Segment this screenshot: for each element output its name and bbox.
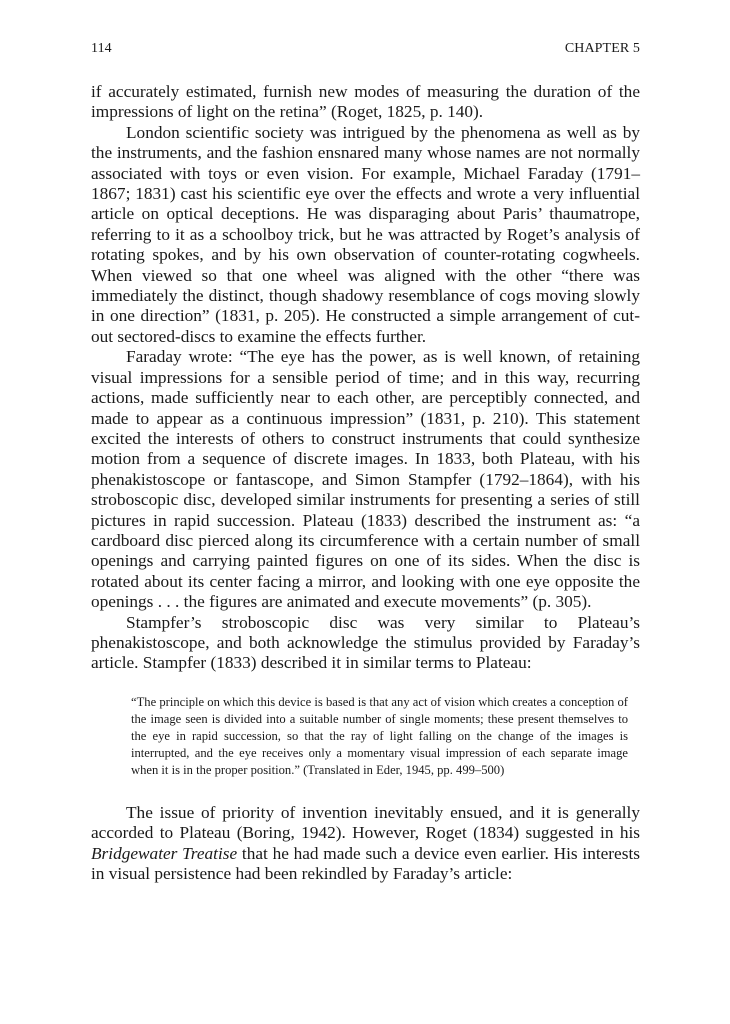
book-title: Bridgewater Treatise	[91, 843, 238, 863]
book-page	[91, 40, 640, 884]
running-head	[91, 40, 640, 58]
chapter-heading: CHAPTER 5	[564, 41, 640, 56]
block-quote: “The principle on which this device is based is that any act of vision which creates a conception of the image seen is divided into a suitable number of single moments; these present themselves to the eye in rapid succession, so that the ray of light falling on the change of the images is interrupted, and the eye receives only a momentary visual impression of each separate image when it is in the proper position.” (Translated in Eder, 1945, pp. 499–500)	[131, 694, 628, 777]
paragraph-3: Faraday wrote: “The eye has the power, as is well known, of retaining visual impressions for a sensible period of time; and in this way, recurring actions, made sufficiently near to each other, are perceptibly connected, and made to appear as a continuous impression” (1831, p. 210). This statement excited the interests of others to construct instruments that could synthesize motion from a sequence of discrete images. In 1833, both Plateau, with his phenakistoscope or fantascope, and Simon Stampfer (1792–1864), with his stroboscopic disc, developed similar instruments for presenting a series of still pictures in rapid succession. Plateau (1833) described the instrument as: “a cardboard disc pierced along its circumference with a certain number of small openings and carrying painted figures on one of its sides. When the disc is rotated about its center facing a mirror, and looking with one eye opposite the openings . . . the figures are animated and execute movements” (p. 305).	[91, 347, 640, 612]
paragraph-5-text-a: The issue of priority of invention inevitably ensued, and it is generally accorded to Plateau (Boring, 1942). However, Roget (1834) suggested in his	[91, 802, 640, 843]
page-number: 114	[91, 41, 112, 56]
paragraph-4: Stampfer’s stroboscopic disc was very similar to Plateau’s phenakistoscope, and both acknowledge the stimulus provided by Faraday’s article. Stampfer (1833) described it in similar terms to Plateau:	[91, 612, 640, 673]
paragraph-5-text-b: that he had made such a device even earlier. His interests in visual persistence had been rekindled by Faraday’s article:	[91, 843, 640, 883]
paragraph-2: London scientific society was intrigued by the phenomena as well as by the instruments, and the fashion ensnared many whose names are not normally associated with toys or even vision. For example, Michael Faraday (1791–1867; 1831) cast his scientific eye over the effects and wrote a very influential article on optical deceptions. He was disparaging about Paris’ thaumatrope, referring to it as a schoolboy trick, but he was attracted by Roget’s analysis of rotating spokes, and by his own observation of counter-rotating cogwheels. When viewed so that one wheel was aligned with the other “there was immediately the distinct, though shadowy resemblance of cogs moving slowly in one direction” (1831, p. 205). He constructed a simple arrangement of cut-out sectored-discs to examine the effects further.	[91, 122, 640, 346]
paragraph-1: if accurately estimated, furnish new modes of measuring the duration of the impressions of light on the retina” (Roget, 1825, p. 140).	[91, 82, 640, 122]
paragraph-5	[91, 803, 640, 885]
